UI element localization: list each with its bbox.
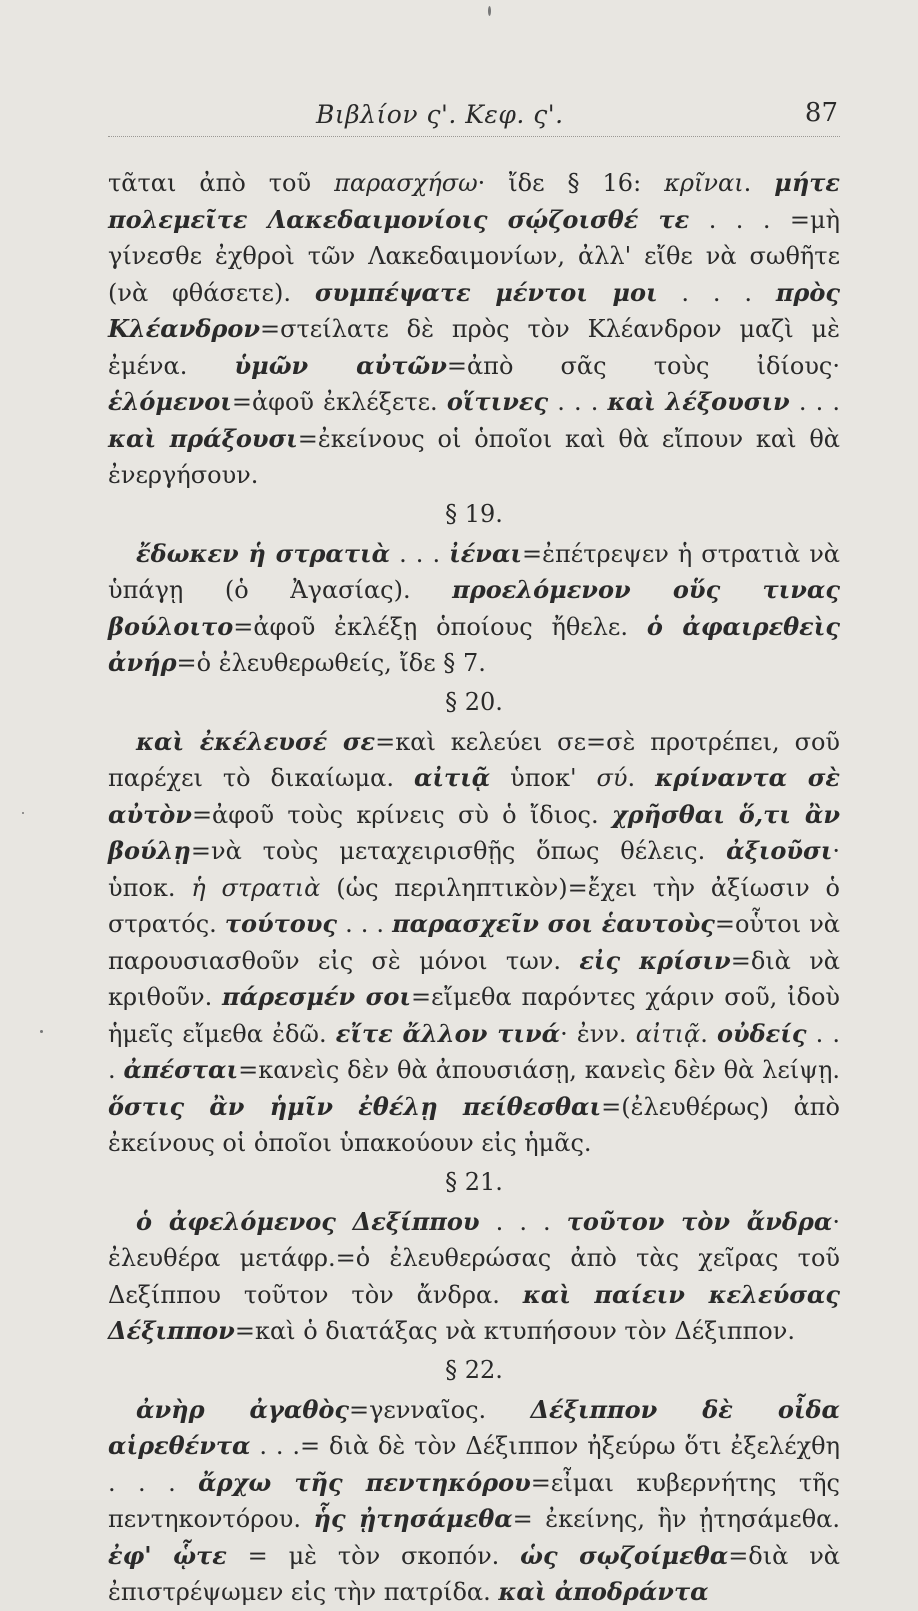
lemma-text: ἀξιοῦσι bbox=[726, 836, 833, 865]
gloss-text: =εἶμαι κυβερνήτης τῆς πεντηκοντόρου. bbox=[108, 1468, 840, 1533]
commentary-paragraph bbox=[108, 724, 840, 1162]
ink-speck bbox=[40, 1030, 43, 1033]
gloss-text: . . . bbox=[479, 1207, 567, 1236]
gloss-text: =ἐκείνους οἱ ὁποῖοι καὶ θὰ εἴπουν καὶ θὰ ἐνεργήσουν. bbox=[108, 424, 840, 489]
gloss-text: =ὁ ἐλευθερωθείς, ἴδε § 7. bbox=[176, 649, 486, 677]
commentary-paragraph bbox=[108, 536, 840, 682]
gloss-text: =στείλατε δὲ πρὸς τὸν Κλέανδρον μαζὶ μὲ ἐμένα. bbox=[108, 315, 840, 380]
gloss-text: =ἀφοῦ ἐκλέξετε. bbox=[231, 388, 447, 416]
page-header bbox=[108, 96, 840, 137]
gloss-text: =εἴμεθα παρόντες χάριν σοῦ, ἰδοὺ ἡμεῖς εἴμεθα ἐδῶ. bbox=[108, 983, 840, 1048]
gloss-text: =οὗτοι νὰ παρουσιασθοῦν εἰς σὲ μόνοι των. bbox=[108, 910, 840, 975]
gloss-text: · ἐλευθέρα μετάφρ.=ὁ ἐλευθερώσας ἀπὸ τὰς χεῖρας τοῦ Δεξίππου τοῦτον τὸν ἄνδρα. bbox=[108, 1207, 840, 1309]
lemma-text: κρίναντα σὲ αὐτὸν bbox=[108, 763, 841, 829]
lemma-text: καὶ ἐκέλευσέ σε bbox=[136, 726, 376, 756]
gloss-text: . . . bbox=[390, 539, 450, 568]
gloss-text: (ὡς περιληπτικὸν)=ἔχει τὴν ἀξίωσιν ὁ στρατός. bbox=[108, 873, 840, 938]
lemma-text: καὶ λέξουσιν bbox=[607, 387, 790, 416]
gloss-text: . . . =μὴ γίνεσθε ἐχθροὶ τῶν Λακεδαιμονίων, ἀλλ' εἴθε νὰ σωθῆτε (νὰ φθάσετε). bbox=[108, 205, 840, 307]
gloss-text: =κανεὶς δὲν θὰ ἀπουσιάσῃ, κανεὶς δὲν θὰ λείψῃ. bbox=[238, 1056, 840, 1084]
gloss-text: · ἴδε § 16: bbox=[477, 169, 665, 197]
gloss-text: =ἀπὸ σᾶς τοὺς ἰδίους· bbox=[446, 351, 840, 380]
gloss-text: =διὰ νὰ ἐπιστρέψωμεν εἰς τὴν πατρίδα. bbox=[108, 1541, 840, 1606]
commentary-text bbox=[108, 165, 840, 1611]
gloss-text: =ἀφοῦ ἐκλέξῃ ὁποίους ἤθελε. bbox=[233, 612, 647, 641]
lemma-text: καὶ παίειν κελεύσας Δέξιππον bbox=[108, 1279, 840, 1345]
lemma-text: αἰτιᾷ bbox=[413, 763, 491, 792]
gloss-text: =διὰ νὰ κριθοῦν. bbox=[108, 946, 840, 1011]
lemma-text: ἀπέσται bbox=[123, 1055, 239, 1084]
lemma-text: συμπέψατε μέντοι μοι bbox=[314, 277, 658, 307]
gloss-text: · ἐνν. bbox=[560, 1019, 636, 1048]
lemma-text: εἴτε ἄλλον τινά bbox=[335, 1018, 561, 1048]
gloss-text: =καὶ ὁ διατάξας νὰ κτυπήσουν τὸν Δέξιππον. bbox=[234, 1317, 795, 1345]
lemma-text: πάρεσμέν σοι bbox=[222, 982, 411, 1011]
lemma-text: καὶ πράξουσι bbox=[108, 423, 298, 453]
lemma-text: τοῦτον τὸν ἄνδρα bbox=[566, 1206, 833, 1236]
gloss-text: . bbox=[743, 169, 775, 197]
gloss-text: . bbox=[700, 1019, 717, 1048]
lemma-text: παρασχεῖν σοι ἑαυτοὺς bbox=[392, 909, 715, 938]
lemma-text: ἄρχω τῆς πεντηκόρου bbox=[198, 1467, 531, 1497]
lemma-text: πρὸς Κλέανδρον bbox=[108, 277, 840, 343]
ink-speck bbox=[488, 6, 491, 16]
lemma-text: τούτους bbox=[224, 909, 338, 938]
lemma-text: ὡς σῳζοίμεθα bbox=[520, 1540, 729, 1570]
lemma-text: ἑλόμενοι bbox=[108, 387, 232, 416]
gloss-text: τᾶται ἀπὸ τοῦ bbox=[108, 169, 335, 197]
lemma-text: καὶ ἀποδράντα bbox=[498, 1577, 709, 1606]
gloss-text: =ἐπέτρεψεν ἡ στρατιὰ νὰ ὑπάγῃ (ὁ Ἀγασίας). bbox=[108, 539, 840, 604]
page-number: 87 bbox=[804, 98, 838, 128]
gloss-text: παρασχήσω bbox=[334, 169, 478, 197]
gloss-text: σύ bbox=[596, 764, 628, 792]
lemma-text: χρῆσθαι ὅ,τι ἂν βούλῃ bbox=[108, 799, 841, 865]
lemma-text: ἔδωκεν ἡ στρατιὰ bbox=[136, 538, 391, 568]
section-heading: § 22. bbox=[445, 1355, 503, 1384]
gloss-text: αἰτιᾷ bbox=[635, 1019, 701, 1048]
gloss-text: =(ἐλευθέρως) ἀπὸ ἐκείνους οἱ ὁποῖοι ὑπακούουν εἰς ἡμᾶς. bbox=[108, 1092, 840, 1157]
gloss-text: =νὰ τοὺς μεταχειρισθῇς ὅπως θέλεις. bbox=[190, 837, 727, 865]
section-heading: § 20. bbox=[445, 687, 503, 716]
gloss-text: . . .= διὰ δὲ τὸν Δέξιππον ἠξεύρω ὅτι ἐξελέχθη . . . bbox=[108, 1432, 840, 1497]
running-title: Βιβλίον ς'. Κεφ. ς'. bbox=[316, 100, 564, 129]
lemma-text: οἵτινες bbox=[446, 387, 549, 416]
section-heading: § 19. bbox=[445, 499, 503, 528]
lemma-text: Δέξιππον δὲ οἶδα αἱρεθέντα bbox=[108, 1394, 840, 1460]
gloss-text: = μὲ τὸν σκοπόν. bbox=[226, 1541, 521, 1570]
gloss-text: . bbox=[627, 764, 656, 792]
gloss-text: κρῖναι bbox=[664, 169, 744, 197]
lemma-text: ἧς ᾐτησάμεθα bbox=[313, 1504, 513, 1533]
gloss-text: · ὑποκ. bbox=[108, 837, 840, 902]
gloss-text: = ἐκείνης, ἣν ᾐτησάμεθα. bbox=[512, 1505, 841, 1533]
lemma-text: οὐδείς bbox=[716, 1018, 807, 1048]
lemma-text: ὁ ἀφελόμενος Δεξίππου bbox=[136, 1206, 480, 1236]
gloss-text: . . . bbox=[337, 910, 393, 938]
gloss-text: . . . bbox=[657, 278, 776, 307]
gloss-text: . . . bbox=[789, 388, 840, 416]
lemma-text: ὅστις ἂν ἡμῖν ἐθέλῃ πείθεσθαι bbox=[108, 1091, 602, 1121]
gloss-text: ὑποκ' bbox=[490, 764, 597, 792]
lemma-text: ἀνὴρ ἀγαθὸς bbox=[136, 1394, 349, 1424]
lemma-text: ὁ ἀφαιρεθεὶς ἀνήρ bbox=[108, 611, 840, 677]
lemma-text: ἰέναι bbox=[449, 538, 523, 568]
ink-speck bbox=[22, 812, 24, 814]
gloss-text: ἡ στρατιὰ bbox=[191, 873, 321, 902]
commentary-paragraph bbox=[108, 1204, 840, 1350]
lemma-text: εἰς κρίσιν bbox=[579, 945, 731, 975]
lemma-text: ὑμῶν αὐτῶν bbox=[234, 350, 447, 380]
gloss-text: . . . bbox=[108, 1019, 841, 1084]
lemma-text: μήτε πολεμεῖτε Λακεδαιμονίοις σῴζοισθέ τε bbox=[108, 168, 841, 234]
commentary-paragraph bbox=[108, 1392, 840, 1611]
commentary-paragraph bbox=[108, 165, 840, 494]
gloss-text: . . . bbox=[548, 388, 608, 416]
lemma-text: προελόμενον οὕς τινας βούλοιτο bbox=[108, 575, 840, 641]
gloss-text: =γενναῖος. bbox=[348, 1395, 531, 1424]
gloss-text: =ἀφοῦ τοὺς κρίνεις σὺ ὁ ἴδιος. bbox=[191, 800, 612, 829]
lemma-text: ἐφ' ᾧτε bbox=[108, 1540, 227, 1570]
section-heading: § 21. bbox=[445, 1167, 503, 1196]
gloss-text: =καὶ κελεύει σε=σὲ προτρέπει, σοῦ παρέχει τὸ δικαίωμα. bbox=[108, 727, 840, 792]
